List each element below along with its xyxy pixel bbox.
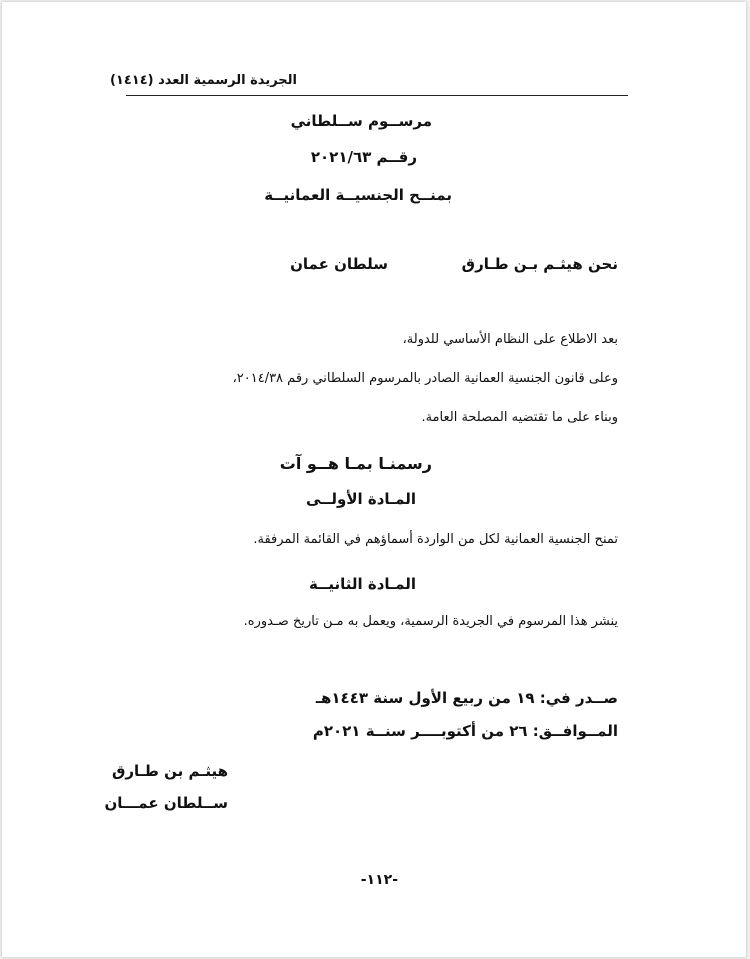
decreed-heading: رسمنـا بمـا هــو آت	[279, 454, 432, 473]
issuer-name: نحن هيثـم بـن طـارق	[461, 255, 618, 273]
signature-title: ســلطان عمـــان	[104, 794, 228, 812]
preamble-line: بعد الاطلاع على النظام الأساسي للدولة،	[402, 332, 618, 347]
document-page	[2, 2, 746, 957]
preamble-line: وبناء على ما تقتضيه المصلحة العامة.	[421, 410, 618, 425]
issuer-title: سلطان عمان	[290, 255, 388, 273]
issue-date-gregorian: المــوافــق: ٢٦ من أكتوبــــر سنــة ٢٠٢١م	[312, 722, 618, 740]
article-1-heading: المـادة الأولــى	[305, 490, 416, 508]
article-1-text: تمنح الجنسية العمانية لكل من الواردة أسماؤهم في القائمة المرفقة.	[253, 532, 618, 547]
gazette-header: الجريدة الرسمية العدد (١٤١٤)	[109, 73, 297, 88]
decree-subject: بمنــح الجنسيــة العمانيــة	[264, 186, 452, 204]
signature-name: هيثـم بن طـارق	[111, 762, 228, 780]
issue-date-hijri: صــدر في: ١٩ من ربيع الأول سنة ١٤٤٣هـ	[315, 689, 618, 707]
article-2-text: ينشر هذا المرسوم في الجريدة الرسمية، ويعمل به مـن تاريخ صـدوره.	[243, 614, 618, 629]
preamble-line: وعلى قانون الجنسية العمانية الصادر بالمرسوم السلطاني رقم ٢٠١٤/٣٨،	[232, 371, 618, 386]
article-2-heading: المـادة الثانيــة	[309, 575, 416, 593]
page-number: -١١٢-	[360, 872, 398, 888]
decree-title: مرســوم ســلطاني	[290, 112, 432, 130]
decree-number: رقــم ٢٠٢١/٦٣	[310, 148, 417, 166]
header-rule	[126, 95, 628, 96]
